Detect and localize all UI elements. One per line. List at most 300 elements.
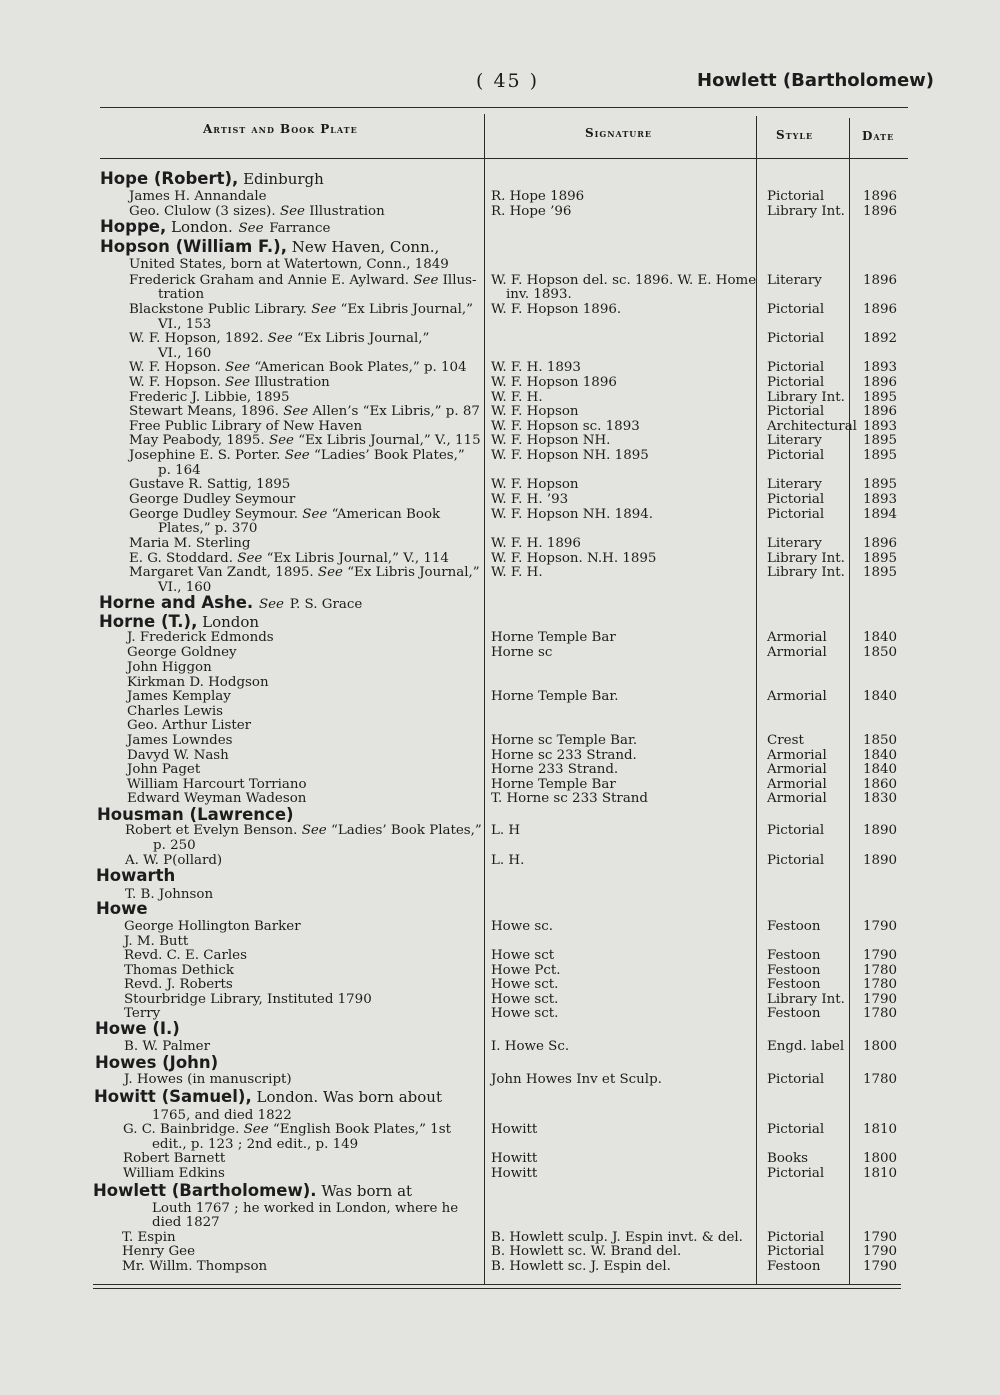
style-cell: Architectural xyxy=(767,419,857,434)
signature-cell: Howe sc. xyxy=(491,919,554,934)
artist-place: London. xyxy=(166,218,233,236)
cell-text: Howlett (Bartholomew). xyxy=(93,1181,317,1200)
table-row xyxy=(0,777,1000,792)
book-plate-owner xyxy=(123,1151,225,1166)
cell-text: tration xyxy=(158,287,205,302)
signature-cell: I. Howe Sc. xyxy=(491,1039,570,1054)
cell-text: Stourbridge Library, Instituted 1790 xyxy=(124,992,372,1007)
style-cell: Armorial xyxy=(767,777,827,792)
cell-text: Josephine E. S. Porter. xyxy=(129,448,281,463)
table-row xyxy=(0,1215,1000,1230)
table-row xyxy=(0,1230,1000,1245)
date-cell: 1896 xyxy=(863,375,898,390)
table-row xyxy=(0,791,1000,806)
header-bottom-rule-artist xyxy=(100,158,484,159)
signature-cell: B. Howlett sc. W. Brand del. xyxy=(491,1244,682,1259)
artist-name xyxy=(94,1087,442,1107)
cell-text: Charles Lewis xyxy=(127,704,224,719)
reference-text: “American Book Plates,” p. 104 xyxy=(254,360,467,375)
cell-text: Howe xyxy=(96,899,148,918)
table-row xyxy=(0,404,1000,419)
book-plate-owner xyxy=(152,1137,358,1152)
date-cell: 1896 xyxy=(863,204,898,219)
table-row xyxy=(0,1072,1000,1087)
signature-cell: W. F. Hopson xyxy=(491,404,579,419)
signature-cell: Howitt xyxy=(491,1151,538,1166)
cell-text: Geo. Arthur Lister xyxy=(127,718,252,733)
date-cell: 1896 xyxy=(863,273,898,288)
book-plate-owner xyxy=(124,977,233,992)
book-plate-owner xyxy=(127,718,251,733)
cell-text: George Hollington Barker xyxy=(124,919,301,934)
signature-cell: Horne sc Temple Bar. xyxy=(491,733,638,748)
book-plate-owner xyxy=(129,360,467,375)
style-cell: Literary xyxy=(767,477,822,492)
signature-cell: W. F. H. 1896 xyxy=(491,536,581,551)
artist-place: London xyxy=(197,613,260,631)
cell-text: James Lowndes xyxy=(127,733,233,748)
table-row xyxy=(0,477,1000,492)
signature-cell: Horne 233 Strand. xyxy=(491,762,619,777)
cell-text: VI., 160 xyxy=(158,580,212,595)
style-cell: Pictorial xyxy=(767,360,825,375)
book-plate-owner xyxy=(127,660,212,675)
book-plate-owner xyxy=(129,257,449,272)
cell-text: VI., 160 xyxy=(158,346,212,361)
artist-name xyxy=(95,1053,218,1073)
cell-text: George Dudley Seymour. xyxy=(129,507,299,522)
reference-text: Illustration xyxy=(309,204,385,219)
running-head: Howlett (Bartholomew) xyxy=(697,70,935,91)
cell-text: Louth 1767 ; he worked in London, where he xyxy=(152,1201,459,1216)
see-reference-label: See xyxy=(317,565,343,580)
book-plate-owner xyxy=(127,704,223,719)
style-cell: Armorial xyxy=(767,791,827,806)
style-cell: Armorial xyxy=(767,748,827,763)
cell-text: John Paget xyxy=(127,762,201,777)
artist-name xyxy=(93,1181,412,1201)
signature-cell: Howitt xyxy=(491,1166,538,1181)
table-row xyxy=(0,838,1000,853)
date-cell: 1893 xyxy=(863,419,898,434)
book-plate-owner xyxy=(127,791,306,806)
cell-text: Housman (Lawrence) xyxy=(97,805,294,824)
style-cell: Pictorial xyxy=(767,302,825,317)
style-cell: Literary xyxy=(767,433,822,448)
date-cell: 1840 xyxy=(863,748,898,763)
artist-name xyxy=(97,805,294,825)
style-cell: Library Int. xyxy=(767,992,845,1007)
artist-heading-row xyxy=(0,899,1000,919)
see-reference-label: See xyxy=(258,597,284,612)
book-plate-owner xyxy=(127,762,200,777)
book-plate-owner xyxy=(122,1230,176,1245)
table-row xyxy=(0,934,1000,949)
reference-text: “Ladies’ Book Plates,” xyxy=(314,448,465,463)
cell-text: James Kemplay xyxy=(127,689,231,704)
cell-text: Robert Barnett xyxy=(123,1151,226,1166)
reference-text: Allen’s “Ex Libris,” p. 87 xyxy=(312,404,480,419)
table-row xyxy=(0,536,1000,551)
table-row xyxy=(0,992,1000,1007)
table-row xyxy=(0,360,1000,375)
artist-heading-row xyxy=(0,237,1000,257)
table-row xyxy=(0,189,1000,204)
book-plate-owner xyxy=(152,1108,292,1123)
artist-place: New Haven, Conn., xyxy=(286,238,440,256)
reference-text: “Ex Libris Journal,” xyxy=(296,331,430,346)
book-plate-owner xyxy=(129,189,267,204)
cell-text: p. 250 xyxy=(153,838,196,853)
table-row xyxy=(0,1137,1000,1152)
signature-cell: Horne sc xyxy=(491,645,553,660)
cell-text: J. Frederick Edmonds xyxy=(127,630,274,645)
book-plate-owner xyxy=(129,448,465,463)
see-reference-label: See xyxy=(301,823,327,838)
cell-text: Revd. C. E. Carles xyxy=(124,948,247,963)
date-cell: 1895 xyxy=(863,477,898,492)
signature-cell: L. H xyxy=(491,823,521,838)
book-plate-owner xyxy=(129,433,481,448)
cell-text: Gustave R. Sattig, 1895 xyxy=(129,477,291,492)
cell-text: A. W. P(ollard) xyxy=(125,853,223,868)
book-plate-owner xyxy=(129,565,480,580)
see-reference-label: See xyxy=(283,404,309,419)
cell-text: Geo. Clulow (3 sizes). xyxy=(129,204,276,219)
book-plate-owner xyxy=(129,375,330,390)
table-row xyxy=(0,448,1000,463)
cell-text: Thomas Dethick xyxy=(124,963,234,978)
reference-text: “English Book Plates,” 1st xyxy=(272,1122,451,1137)
date-cell: 1895 xyxy=(863,551,898,566)
book-plate-owner xyxy=(153,838,196,853)
style-cell: Library Int. xyxy=(767,551,845,566)
signature-cell: W. F. Hopson del. sc. 1896. W. E. Home xyxy=(491,273,757,288)
column-header-signature: Signature xyxy=(585,126,652,140)
style-cell: Literary xyxy=(767,273,822,288)
table-row xyxy=(0,507,1000,522)
artist-name xyxy=(96,866,175,886)
bottom-rule-2 xyxy=(93,1288,901,1289)
reference-text: “American Book xyxy=(331,507,441,522)
column-header-style: Style xyxy=(776,128,814,142)
cell-text: VI., 153 xyxy=(158,317,212,332)
signature-cell: R. Hope 1896 xyxy=(491,189,585,204)
cell-text: William Harcourt Torriano xyxy=(127,777,307,792)
artist-heading-row xyxy=(0,217,1000,237)
table-row xyxy=(0,718,1000,733)
book-plate-owner xyxy=(127,630,274,645)
signature-cell: Howe sct. xyxy=(491,977,559,992)
date-cell: 1892 xyxy=(863,331,898,346)
table-row xyxy=(0,565,1000,580)
signature-cell: W. F. Hopson sc. 1893 xyxy=(491,419,640,434)
table-row xyxy=(0,1244,1000,1259)
book-plate-owner xyxy=(127,777,307,792)
book-plate-owner xyxy=(152,1201,458,1216)
table-row xyxy=(0,1201,1000,1216)
book-plate-owner xyxy=(158,287,204,302)
cell-text: Terry xyxy=(124,1006,161,1021)
date-cell: 1860 xyxy=(863,777,898,792)
style-cell: Pictorial xyxy=(767,853,825,868)
date-cell: 1895 xyxy=(863,565,898,580)
reference-text: Farrance xyxy=(269,221,331,236)
cell-text: Howitt (Samuel), xyxy=(94,1087,252,1106)
date-cell: 1890 xyxy=(863,823,898,838)
style-cell: Festoon xyxy=(767,948,821,963)
table-top-rule xyxy=(100,107,908,108)
style-cell: Crest xyxy=(767,733,804,748)
style-cell: Pictorial xyxy=(767,1166,825,1181)
see-reference-label: See xyxy=(279,204,305,219)
book-plate-owner xyxy=(124,919,301,934)
signature-cell: Howe sct. xyxy=(491,992,559,1007)
artist-place: Was born at xyxy=(316,1182,413,1200)
cell-text: p. 164 xyxy=(158,463,201,478)
signature-cell: Howe Pct. xyxy=(491,963,561,978)
artist-place: Edinburgh xyxy=(238,170,324,188)
book-plate-owner xyxy=(129,390,290,405)
date-cell: 1896 xyxy=(863,189,898,204)
book-plate-owner xyxy=(124,934,188,949)
style-cell: Library Int. xyxy=(767,390,845,405)
signature-cell: W. F. H. ’93 xyxy=(491,492,569,507)
cell-text: Frederick Graham and Annie E. Aylward. xyxy=(129,273,410,288)
see-reference-label: See xyxy=(311,302,337,317)
date-cell: 1840 xyxy=(863,630,898,645)
cell-text: James H. Annandale xyxy=(129,189,267,204)
cell-text: Horne and Ashe. xyxy=(99,593,254,612)
date-cell: 1894 xyxy=(863,507,898,522)
see-reference-label: See xyxy=(284,448,310,463)
date-cell: 1790 xyxy=(863,919,898,934)
signature-cell: W. F. Hopson xyxy=(491,477,579,492)
artist-heading-row xyxy=(0,866,1000,886)
table-row xyxy=(0,748,1000,763)
book-plate-owner xyxy=(127,689,231,704)
book-plate-owner xyxy=(122,1244,195,1259)
table-row xyxy=(0,823,1000,838)
cell-text: W. F. Hopson. xyxy=(129,375,221,390)
date-cell: 1896 xyxy=(863,536,898,551)
date-cell: 1800 xyxy=(863,1039,898,1054)
book-plate-owner xyxy=(129,302,473,317)
style-cell: Festoon xyxy=(767,919,821,934)
book-plate-owner xyxy=(127,645,237,660)
signature-cell: W. F. H. xyxy=(491,390,543,405)
signature-cell: W. F. H. 1893 xyxy=(491,360,581,375)
book-plate-owner xyxy=(129,331,429,346)
style-cell: Pictorial xyxy=(767,1122,825,1137)
artist-name xyxy=(100,217,330,239)
signature-cell: W. F. H. xyxy=(491,565,543,580)
see-reference-label: See xyxy=(267,331,293,346)
book-plate-owner xyxy=(158,521,257,536)
cell-text: Hope (Robert), xyxy=(100,169,239,188)
signature-cell: B. Howlett sculp. J. Espin invt. & del. xyxy=(491,1230,743,1245)
date-cell: 1890 xyxy=(863,853,898,868)
style-cell: Pictorial xyxy=(767,375,825,390)
book-plate-owner xyxy=(152,1215,220,1230)
book-plate-owner xyxy=(122,1259,267,1274)
cell-text: United States, born at Watertown, Conn., 1849 xyxy=(129,257,449,272)
table-row xyxy=(0,733,1000,748)
book-plate-owner xyxy=(129,273,477,288)
see-reference-label: See xyxy=(413,273,439,288)
date-cell: 1840 xyxy=(863,689,898,704)
signature-cell: Horne sc 233 Strand. xyxy=(491,748,637,763)
artist-place: London. Was born about xyxy=(251,1088,442,1106)
cell-text: George Dudley Seymour xyxy=(129,492,296,507)
cell-text: Hopson (William F.), xyxy=(100,237,287,256)
cell-text: G. C. Bainbridge. xyxy=(123,1122,240,1137)
style-cell: Pictorial xyxy=(767,331,825,346)
signature-cell: T. Horne sc 233 Strand xyxy=(491,791,648,806)
style-cell: Books xyxy=(767,1151,808,1166)
date-cell: 1780 xyxy=(863,977,898,992)
book-plate-owner xyxy=(124,963,234,978)
date-cell: 1895 xyxy=(863,448,898,463)
reference-text: P. S. Grace xyxy=(289,597,363,612)
cell-text: T. B. Johnson xyxy=(125,887,214,902)
style-cell: Festoon xyxy=(767,977,821,992)
reference-text: “Ex Libris Journal,” V., 115 xyxy=(298,433,481,448)
cell-text: Horne (T.), xyxy=(99,612,198,631)
date-cell: 1896 xyxy=(863,302,898,317)
date-cell: 1895 xyxy=(863,390,898,405)
cell-text: William Edkins xyxy=(123,1166,225,1181)
see-reference-label: See xyxy=(268,433,294,448)
style-cell: Festoon xyxy=(767,1006,821,1021)
signature-cell: Horne Temple Bar xyxy=(491,630,616,645)
date-cell: 1790 xyxy=(863,948,898,963)
style-cell: Literary xyxy=(767,536,822,551)
signature-cell: Howitt xyxy=(491,1122,538,1137)
signature-cell: Horne Temple Bar xyxy=(491,777,616,792)
cell-text: Maria M. Sterling xyxy=(129,536,251,551)
table-row xyxy=(0,317,1000,332)
table-row xyxy=(0,1122,1000,1137)
date-cell: 1850 xyxy=(863,645,898,660)
style-cell: Pictorial xyxy=(767,404,825,419)
date-cell: 1800 xyxy=(863,1151,898,1166)
date-cell: 1790 xyxy=(863,1244,898,1259)
cell-text: Henry Gee xyxy=(122,1244,195,1259)
table-row xyxy=(0,689,1000,704)
signature-cell: W. F. Hopson NH. 1895 xyxy=(491,448,649,463)
cell-text: Howe (I.) xyxy=(95,1019,180,1038)
artist-heading-row xyxy=(0,169,1000,189)
see-reference-label: See xyxy=(237,551,263,566)
table-row xyxy=(0,273,1000,288)
date-cell: 1810 xyxy=(863,1122,898,1137)
cell-text: Edward Weyman Wadeson xyxy=(127,791,307,806)
table-row xyxy=(0,1039,1000,1054)
book-plate-owner xyxy=(129,507,440,522)
artist-heading-row xyxy=(0,1019,1000,1039)
cell-text: Mr. Willm. Thompson xyxy=(122,1259,268,1274)
style-cell: Pictorial xyxy=(767,448,825,463)
bottom-rule xyxy=(93,1284,901,1285)
cell-text: Howes (John) xyxy=(95,1053,219,1072)
column-header-date: Date xyxy=(862,129,895,143)
style-cell: Armorial xyxy=(767,630,827,645)
table-row xyxy=(0,521,1000,536)
cell-text: Robert et Evelyn Benson. xyxy=(125,823,298,838)
cell-text: J. Howes (in manuscript) xyxy=(124,1072,292,1087)
artist-name xyxy=(99,612,259,632)
style-cell: Pictorial xyxy=(767,1230,825,1245)
signature-cell: inv. 1893. xyxy=(506,287,572,302)
artist-name xyxy=(100,237,439,257)
table-row xyxy=(0,433,1000,448)
table-row xyxy=(0,257,1000,272)
signature-cell: W. F. Hopson 1896 xyxy=(491,375,617,390)
artist-name xyxy=(96,899,148,919)
cell-text: Margaret Van Zandt, 1895. xyxy=(129,565,314,580)
artist-name xyxy=(95,1019,180,1039)
see-reference-label: See xyxy=(225,375,251,390)
style-cell: Armorial xyxy=(767,645,827,660)
table-row xyxy=(0,645,1000,660)
book-plate-owner xyxy=(129,477,290,492)
table-row xyxy=(0,1259,1000,1274)
artist-heading-row xyxy=(0,805,1000,825)
artist-heading-row xyxy=(0,1087,1000,1107)
signature-cell: W. F. Hopson NH. xyxy=(491,433,611,448)
reference-text: “Ex Libris Journal,” xyxy=(347,565,480,580)
table-row xyxy=(0,963,1000,978)
style-cell: Pictorial xyxy=(767,1244,825,1259)
cell-text: Hoppe, xyxy=(100,217,167,236)
book-plate-owner xyxy=(158,463,201,478)
cell-text: Plates,” p. 370 xyxy=(158,521,258,536)
style-cell: Pictorial xyxy=(767,507,825,522)
cell-text: edit., p. 123 ; 2nd edit., p. 149 xyxy=(152,1137,359,1152)
cell-text: Free Public Library of New Haven xyxy=(129,419,363,434)
style-cell: Library Int. xyxy=(767,565,845,580)
cell-text: J. M. Butt xyxy=(124,934,189,949)
cell-text: E. G. Stoddard. xyxy=(129,551,233,566)
date-cell: 1810 xyxy=(863,1166,898,1181)
cell-text: Howarth xyxy=(96,866,176,885)
date-cell: 1896 xyxy=(863,404,898,419)
signature-cell: W. F. Hopson 1896. xyxy=(491,302,622,317)
header-bottom-rule-right xyxy=(485,158,908,159)
page-number: ( 45 ) xyxy=(476,70,540,92)
reference-text: “Ladies’ Book Plates,” xyxy=(331,823,482,838)
see-reference-label: See xyxy=(225,360,251,375)
date-cell: 1893 xyxy=(863,492,898,507)
cell-text: B. W. Palmer xyxy=(124,1039,210,1054)
cell-text: Davyd W. Nash xyxy=(127,748,229,763)
style-cell: Armorial xyxy=(767,689,827,704)
book-plate-owner xyxy=(124,1039,210,1054)
cell-text: W. F. Hopson. xyxy=(129,360,221,375)
table-row xyxy=(0,551,1000,566)
table-row xyxy=(0,1151,1000,1166)
style-cell: Pictorial xyxy=(767,823,825,838)
artist-name xyxy=(100,169,324,189)
book-plate-owner xyxy=(127,733,233,748)
cell-text: W. F. Hopson, 1892. xyxy=(129,331,264,346)
cell-text: May Peabody, 1895. xyxy=(129,433,265,448)
style-cell: Engd. label xyxy=(767,1039,845,1054)
table-row xyxy=(0,630,1000,645)
style-cell: Pictorial xyxy=(767,1072,825,1087)
book-plate-owner xyxy=(129,551,449,566)
